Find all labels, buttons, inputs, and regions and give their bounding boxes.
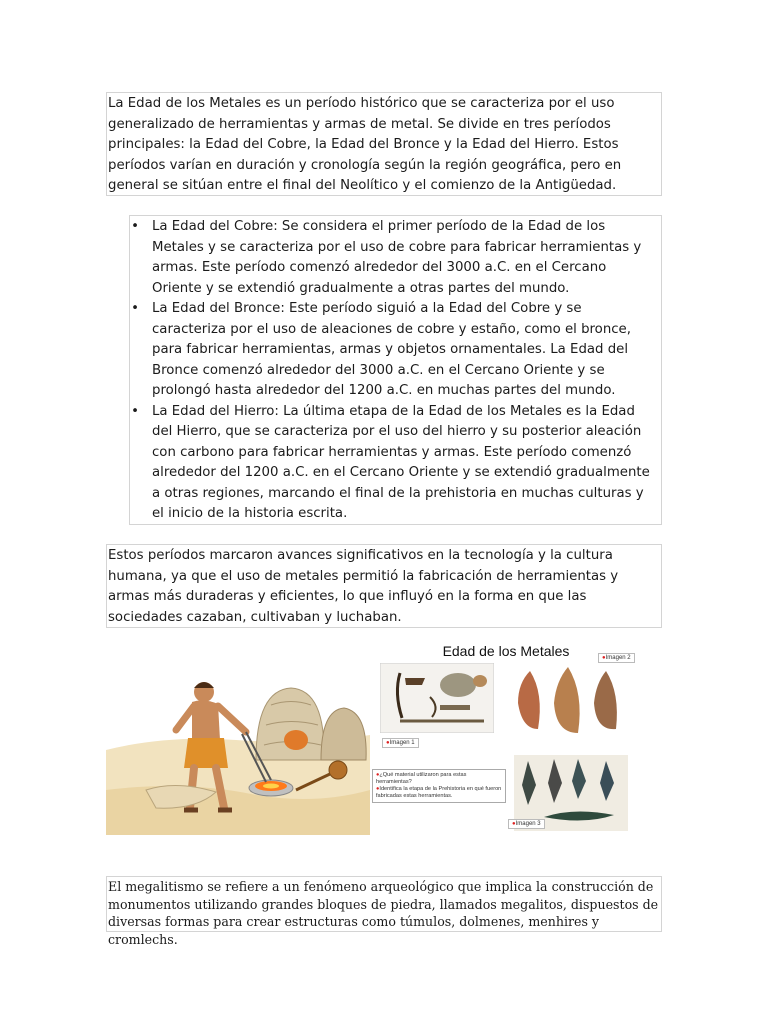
imagen-3-tag bbox=[508, 819, 545, 829]
list-item-copper bbox=[131, 217, 659, 299]
imagen-1-tag bbox=[382, 738, 419, 748]
intro-paragraph bbox=[106, 92, 662, 196]
bullet-dot: ● bbox=[376, 786, 380, 792]
imagen-2-tag bbox=[598, 653, 635, 663]
megalith-paragraph bbox=[106, 876, 662, 947]
question-box bbox=[372, 769, 506, 803]
bullet: • bbox=[131, 403, 139, 419]
megalith-text: El megalitismo se refiere a un fenómeno arqueológico que implica la construcción de monumentos utilizando grandes bloques de piedra, llamados megalitos, dispuestos de diversas formas para crear estructuras como túmulos, dolmenes, menhires y cromlechs. bbox=[108, 879, 659, 947]
bullet: • bbox=[131, 301, 139, 316]
stone-blades-photo bbox=[512, 663, 624, 739]
bullet-dot: ● bbox=[602, 655, 606, 661]
copper-tools-photo bbox=[380, 663, 494, 733]
list-item-bronze bbox=[131, 299, 659, 402]
intro-text: La Edad de los Metales es un período histórico que se caracteriza por el uso generalizado de herramientas y armas de metal. Se divide en tres períodos principales: la Edad del Cobre, la Edad del Bronce y la Edad del Hierro. Estos períodos varían en duración y cronología según la región geográfica, pero en general se sitúan entre el final del Neolítico y el comienzo de la Antigüedad. bbox=[108, 96, 622, 193]
list-item-text: La Edad del Hierro: La última etapa de la Edad de los Metales es la Edad del Hierro, que se caracteriza por el uso del hierro y su posterior aleación con carbono para fabricar herramientas y armas. Este período comenzó alrededor del 1200 a.C. en el Cercano Oriente y se extendió gradualmente a otras regiones, marcando el final de la prehistoria en muchas culturas y el inicio de la historia escrita. bbox=[152, 403, 650, 521]
list-item-text: La Edad del Bronce: Este período siguió a la Edad del Cobre y se caracteriza por el uso de aleaciones de cobre y estaño, como el bronce, para fabricar herramientas, armas y objetos ornamentales. La Edad del Bronce comenzó alrededor del 3000 a.C. en el Cercano Oriente y se prolongó hasta alrededor del 1200 a.C. en muchas partes del mundo. bbox=[152, 301, 631, 398]
metalworker-drawing bbox=[106, 640, 370, 835]
imagen-3-label: Imagen 3 bbox=[515, 821, 541, 827]
imagen-2-label: Imagen 2 bbox=[605, 655, 631, 661]
bullet-dot: ● bbox=[376, 772, 380, 778]
list-item-iron bbox=[131, 402, 659, 525]
list-item-text: La Edad del Cobre: Se considera el primer período de la Edad de los Metales y se caracteriza por el uso de cobre para fabricar herramientas y armas. Este período comenzó alrededor del 3000 a.C. en el Cercano Oriente y se extendió gradualmente a otras partes del mundo. bbox=[152, 219, 642, 296]
metal-age-figure bbox=[372, 635, 640, 835]
periods-list-box bbox=[129, 215, 662, 525]
summary-paragraph bbox=[106, 544, 662, 628]
question-2-text: Identifica la etapa de la Prehistoria en qué fueron fabricadas estas herramientas. bbox=[376, 786, 502, 799]
figure-title: Edad de los Metales bbox=[442, 643, 570, 659]
question-1 bbox=[376, 772, 502, 786]
question-1-text: ¿Qué material utilizaron para estas herramientas? bbox=[376, 772, 467, 785]
question-2 bbox=[376, 786, 502, 800]
periods-list bbox=[131, 217, 659, 525]
summary-text: Estos períodos marcaron avances significativos en la tecnología y la cultura humana, ya que el uso de metales permitió la fabricación de herramientas y armas más duraderas y eficientes, lo que influyó en la forma en que las sociedades cazaban, cultivaban y luchaban. bbox=[108, 548, 619, 625]
imagen-1-label: Imagen 1 bbox=[389, 740, 415, 746]
bullet: • bbox=[131, 219, 139, 234]
bullet-dot: ● bbox=[512, 821, 516, 827]
metalworker-illustration bbox=[106, 640, 370, 835]
bullet-dot: ● bbox=[386, 740, 390, 746]
